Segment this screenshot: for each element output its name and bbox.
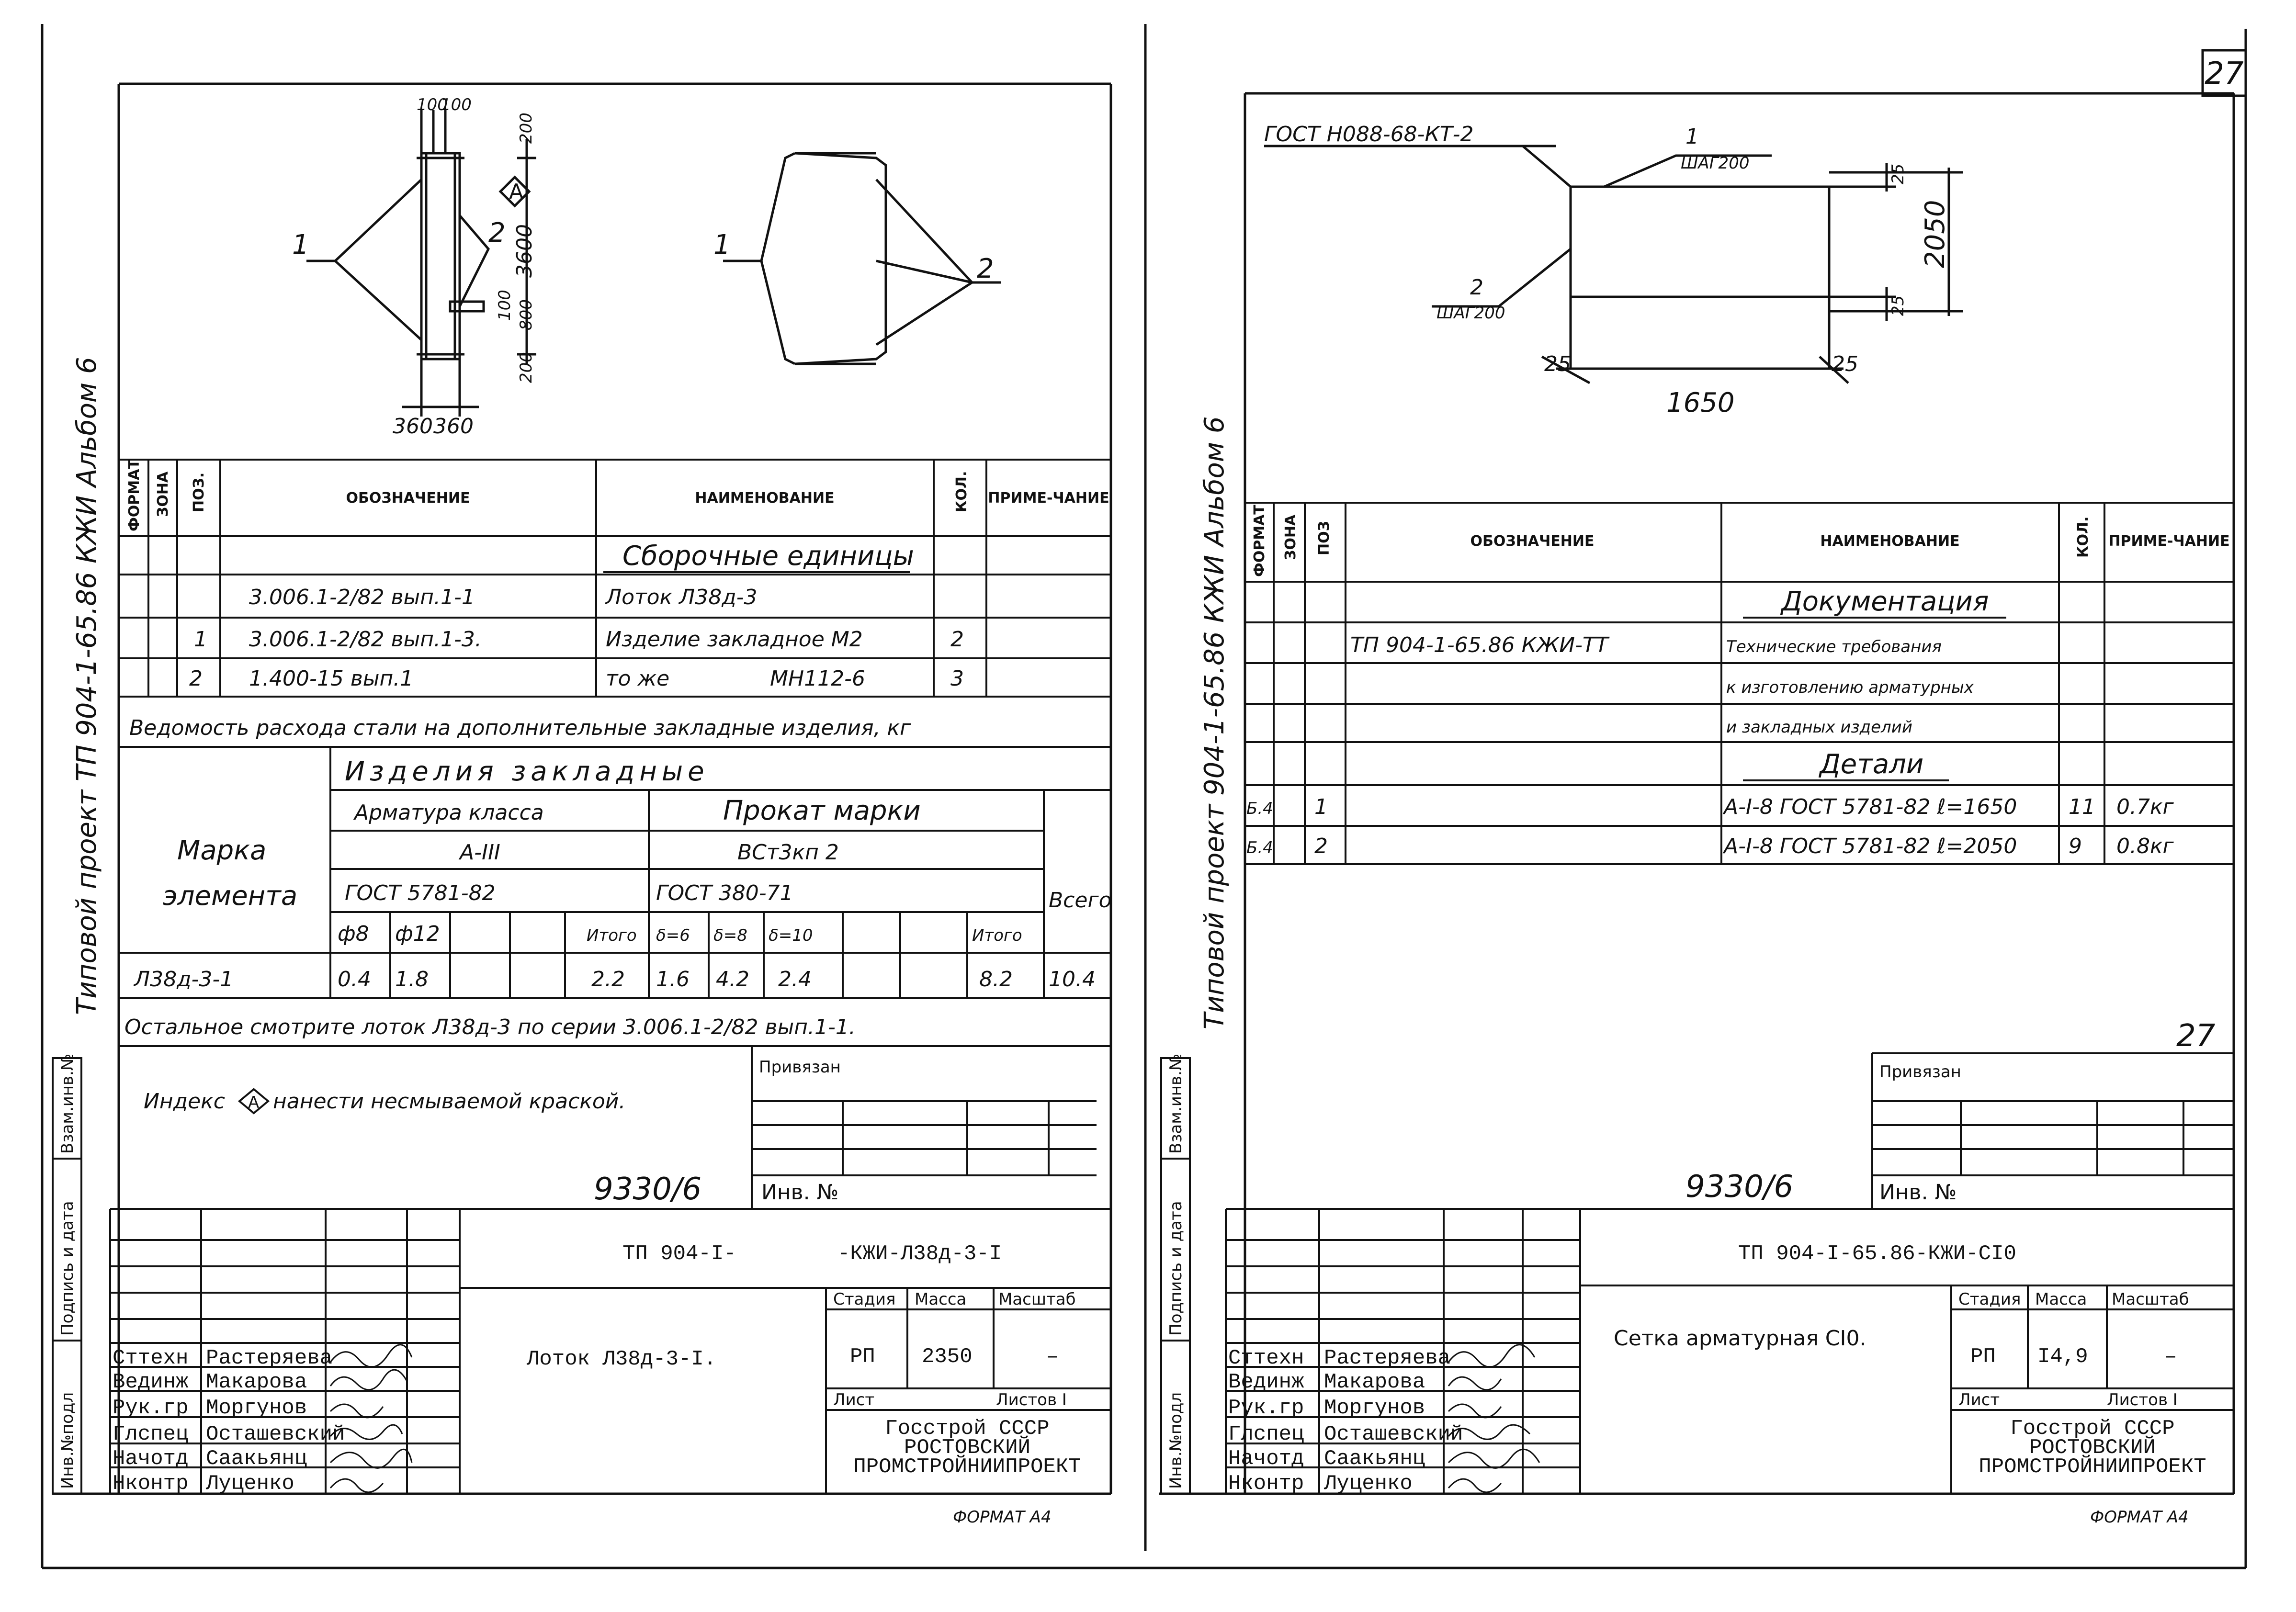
right-signer-role-2: Рук.гр [1228,1396,1304,1420]
left-steel-rebar-grade: А-III [460,840,500,865]
left-steel-group: Изделия закладные [345,756,709,787]
left-org-3: ПРОМСТРОЙНИИПРОЕКТ [853,1455,1081,1479]
left-label-2: 2 [488,217,506,248]
left-mass: 2350 [922,1345,973,1369]
right-det-1-pos: 1 [1314,795,1328,819]
left-spec-h-note: ПРИМЕ-ЧАНИЕ [988,490,1109,507]
left-stamp-label-3: Инв.№подл [58,1392,77,1489]
right-section-det: Детали [1820,749,1924,780]
left-title-code: ТП 904-I- -КЖИ-Л38д-3-I [622,1242,1002,1266]
left-dim-top-b: 100 [441,95,472,114]
left-spec-r1-name: Лоток Л38д-3 [606,585,758,609]
right-lists-h: Листов I [2107,1390,2178,1409]
right-doc-designation: ТП 904-1-65.86 КЖИ-ТТ [1350,633,1608,657]
left-note-rest: Остальное смотрите лоток Л38д-3 по серии 3.006.1-2/82 вып.1-1. [124,1015,856,1039]
right-det-1-name: А-I-8 ГОСТ 5781-82 ℓ=1650 [1724,795,2017,819]
left-stage-h: Стадия [833,1290,896,1309]
left-signer-role-5: Нконтр [113,1472,189,1496]
left-org-2: РОСТОВСКИЙ [904,1436,1031,1460]
left-dim-100: 100 [495,290,514,321]
right-spec-h-format: ФОРМАТ [1251,505,1268,577]
right-dim-1650: 1650 [1666,387,1735,418]
left-spec-r2-designation: 3.006.1-2/82 вып.1-3. [249,627,482,652]
left-signer-name-1: Макарова [206,1370,307,1394]
right-signer-role-4: Начотд [1228,1447,1304,1471]
right-spec-h-zone: ЗОНА [1282,514,1299,560]
left-signer-role-1: Вединж [113,1370,189,1394]
right-section-doc: Документация [1781,586,1989,617]
right-sheet-code: 9330/6 [1685,1169,1794,1205]
left-spec-r3-pos: 2 [189,666,203,691]
left-spec-r2-qty: 2 [950,627,964,652]
right-signer-name-0: Растеряева [1324,1346,1451,1370]
right-stage-h: Стадия [1958,1290,2021,1309]
left-steel-val-10: 8.2 [979,967,1013,992]
right-det-2-qty: 9 [2069,834,2082,858]
right-inv-no: Инв. № [1879,1180,1957,1205]
right-scale-h: Масштаб [2112,1290,2189,1309]
left-spec-r3-qty: 3 [950,666,964,691]
right-list-h: Лист [1958,1390,2000,1409]
left-steel-sub-6: δ=8 [713,926,747,945]
left-index-a: A [509,180,524,204]
left-steel-sub-10: Итого [972,926,1022,945]
left-list-h: Лист [833,1390,875,1409]
left-org-1: Госстрой СССР [885,1417,1050,1441]
left-steel-row-mark: Л38д-3-1 [134,967,234,992]
left-steel-mark-l2: элемента [163,880,298,912]
left-stamp-label-2: Подпись и дата [58,1201,77,1336]
left-label-2b: 2 [977,253,994,284]
right-signer-role-1: Вединж [1228,1370,1304,1394]
right-label-2: 2 [1470,275,1483,300]
left-steel-sub-5: δ=6 [656,926,690,945]
left-dim-800: 800 [517,299,536,330]
right-small-27: 27 [2176,1018,2216,1054]
left-dim-top-a: 100 [417,95,448,114]
right-doc-name-2: к изготовлению арматурных [1726,678,1974,697]
left-steel-rebar-class: Арматура класса [354,800,544,825]
right-privyazan: Привязан [1879,1062,1961,1082]
left-steel-sub-0: ф8 [338,922,369,946]
right-spec-h-name: НАИМЕНОВАНИЕ [1820,533,1960,550]
right-spec-h-qty: КОЛ. [2075,516,2092,558]
right-signer-name-3: Осташевский [1324,1422,1463,1446]
right-det-2-note: 0.8кг [2116,834,2174,858]
left-dim-360a: 360 [393,414,433,439]
left-steel-val-7: 2.4 [778,967,812,992]
left-signer-name-5: Луценко [206,1472,294,1496]
right-signer-role-3: Глспец [1228,1422,1304,1446]
right-scale: – [2164,1345,2177,1369]
right-signer-role-0: Сттехн [1228,1346,1304,1370]
left-signer-name-4: Саакьянц [206,1447,307,1471]
right-det-2-name: А-I-8 ГОСТ 5781-82 ℓ=2050 [1724,834,2017,858]
left-spec-r2-pos: 1 [194,627,207,652]
left-spec-h-name: НАИМЕНОВАНИЕ [695,490,835,507]
left-steel-sub-7: δ=10 [769,926,813,945]
left-signer-role-0: Сттехн [113,1346,189,1370]
left-sheet-code: 9330/6 [594,1172,702,1207]
left-note-index-letter: A [248,1093,260,1112]
right-signer-name-2: Моргунов [1324,1396,1425,1420]
left-signer-name-0: Растеряева [206,1346,333,1370]
right-gost-label: ГОСТ Н088-68-КТ-2 [1264,122,1474,147]
right-format: ФОРМАТ А4 [2090,1508,2189,1527]
left-steel-rolled-grade: ВСт3кп 2 [737,840,839,865]
right-spec-h-designation: ОБОЗНАЧЕНИЕ [1470,533,1595,550]
left-steel-row-total: 10.4 [1049,967,1096,992]
left-dim-200b: 200 [517,352,536,383]
left-signer-name-2: Моргунов [206,1396,307,1420]
left-stamp-label-1: Взам.инв.№ [58,1053,77,1154]
right-det-1-note: 0.7кг [2116,795,2174,819]
right-signer-name-5: Луценко [1324,1472,1413,1496]
left-side-title: Типовой проект ТП 904-1-65.86 КЖИ Альбом 6 [71,357,102,1015]
left-stage: РП [850,1345,875,1369]
right-signer-name-1: Макарова [1324,1370,1425,1394]
left-mass-h: Масса [915,1290,967,1309]
left-spec-h-format: ФОРМАТ [126,459,143,531]
left-steel-title: Ведомость расхода стали на дополнительные закладные изделия, кг [129,716,911,740]
right-det-1-fmt: Б.4 [1246,799,1273,818]
left-spec-h-zone: ЗОНА [155,471,171,517]
left-item-name: Лоток Л38д-3-I. [527,1347,717,1371]
left-steel-total: Всего [1049,888,1112,913]
left-signer-name-3: Осташевский [206,1422,345,1446]
right-stamp-label-2: Подпись и дата [1166,1201,1186,1336]
right-step-2: ШАГ200 [1436,304,1505,323]
right-spec-h-note: ПРИМЕ-ЧАНИЕ [2108,533,2230,550]
left-scale-h: Масштаб [998,1290,1076,1309]
right-det-1-qty: 11 [2069,795,2095,819]
left-inv-no: Инв. № [761,1180,839,1205]
left-signer-role-4: Начотд [113,1447,189,1471]
left-spec-r3-designation: 1.400-15 вып.1 [249,666,414,691]
right-org-2: РОСТОВСКИЙ [2029,1436,2156,1460]
right-mass-h: Масса [2035,1290,2087,1309]
left-steel-val-6: 4.2 [716,967,749,992]
right-stage: РП [1970,1345,1996,1369]
left-steel-rolled-gost: ГОСТ 380-71 [656,881,793,905]
left-steel-val-0: 0.4 [338,967,371,992]
left-label-1b: 1 [713,229,731,260]
left-steel-sub-4: Итого [587,926,637,945]
left-format: ФОРМАТ А4 [953,1508,1052,1527]
left-signer-role-3: Глспец [113,1422,189,1446]
page-number: 27 [2205,56,2244,91]
left-lists-h: Листов I [996,1390,1067,1409]
right-dim-25a: 25 [1889,163,1908,184]
left-steel-mark-l1: Марка [177,835,267,866]
right-side-title: Типовой проект 904-1-65.86 КЖИ Альбом 6 [1199,416,1230,1029]
left-dim-200: 200 [517,113,536,144]
left-spec-section: Сборочные единицы [622,541,914,572]
left-note-index-a: Индекс [144,1089,225,1114]
left-signer-role-2: Рук.гр [113,1396,189,1420]
right-doc-name-1: Технические требования [1726,637,1942,656]
left-spec-h-designation: ОБОЗНАЧЕНИЕ [346,490,470,507]
right-dim-25c: 25 [1544,352,1571,376]
left-privyazan: Привязан [759,1058,841,1077]
right-label-1: 1 [1685,124,1699,149]
right-det-2-pos: 2 [1314,834,1328,858]
left-spec-r3-name: то же МН112-6 [606,666,865,691]
right-spec-h-pos: ПОЗ [1316,521,1333,555]
left-steel-rebar-gost: ГОСТ 5781-82 [345,881,496,905]
left-label-1: 1 [292,229,309,260]
left-note-index-b: нанести несмываемой краской. [273,1089,626,1114]
right-doc-name-3: и закладных изделий [1726,718,1912,737]
left-steel-val-1: 1.8 [395,967,429,992]
right-title-code: ТП 904-I-65.86-КЖИ-СI0 [1738,1242,2016,1266]
left-spec-r2-name: Изделие закладное М2 [606,627,863,652]
right-signer-role-5: Нконтр [1228,1472,1304,1496]
right-signer-name-4: Саакьянц [1324,1447,1425,1471]
right-det-2-fmt: Б.4 [1246,838,1273,857]
left-spec-h-pos: ПОЗ. [191,472,207,512]
left-dim-3600: 3600 [512,224,537,278]
left-spec-r1-designation: 3.006.1-2/82 вып.1-1 [249,585,475,609]
left-steel-rolled: Прокат марки [723,795,921,826]
page-number-box [2203,50,2246,96]
right-mass: I4,9 [2037,1345,2088,1369]
left-dim-360b: 360 [433,414,474,439]
right-org-1: Госстрой СССР [2010,1417,2175,1441]
right-stamp-label-3: Инв.№подл [1166,1392,1186,1489]
left-steel-val-4: 2.2 [591,967,625,992]
right-step-1: ШАГ200 [1681,154,1750,173]
right-dim-25b: 25 [1889,295,1908,316]
left-spec-h-qty: КОЛ. [953,471,970,512]
right-org-3: ПРОМСТРОЙНИИПРОЕКТ [1979,1455,2206,1479]
right-dim-2050: 2050 [1920,200,1951,268]
left-steel-val-5: 1.6 [656,967,690,992]
right-stamp-label-1: Взам.инв.№ [1166,1053,1186,1154]
right-item-name: Сетка арматурная СI0. [1614,1326,1866,1351]
right-dim-25d: 25 [1832,352,1858,376]
left-steel-sub-1: ф12 [395,922,440,946]
left-scale: – [1046,1345,1059,1369]
